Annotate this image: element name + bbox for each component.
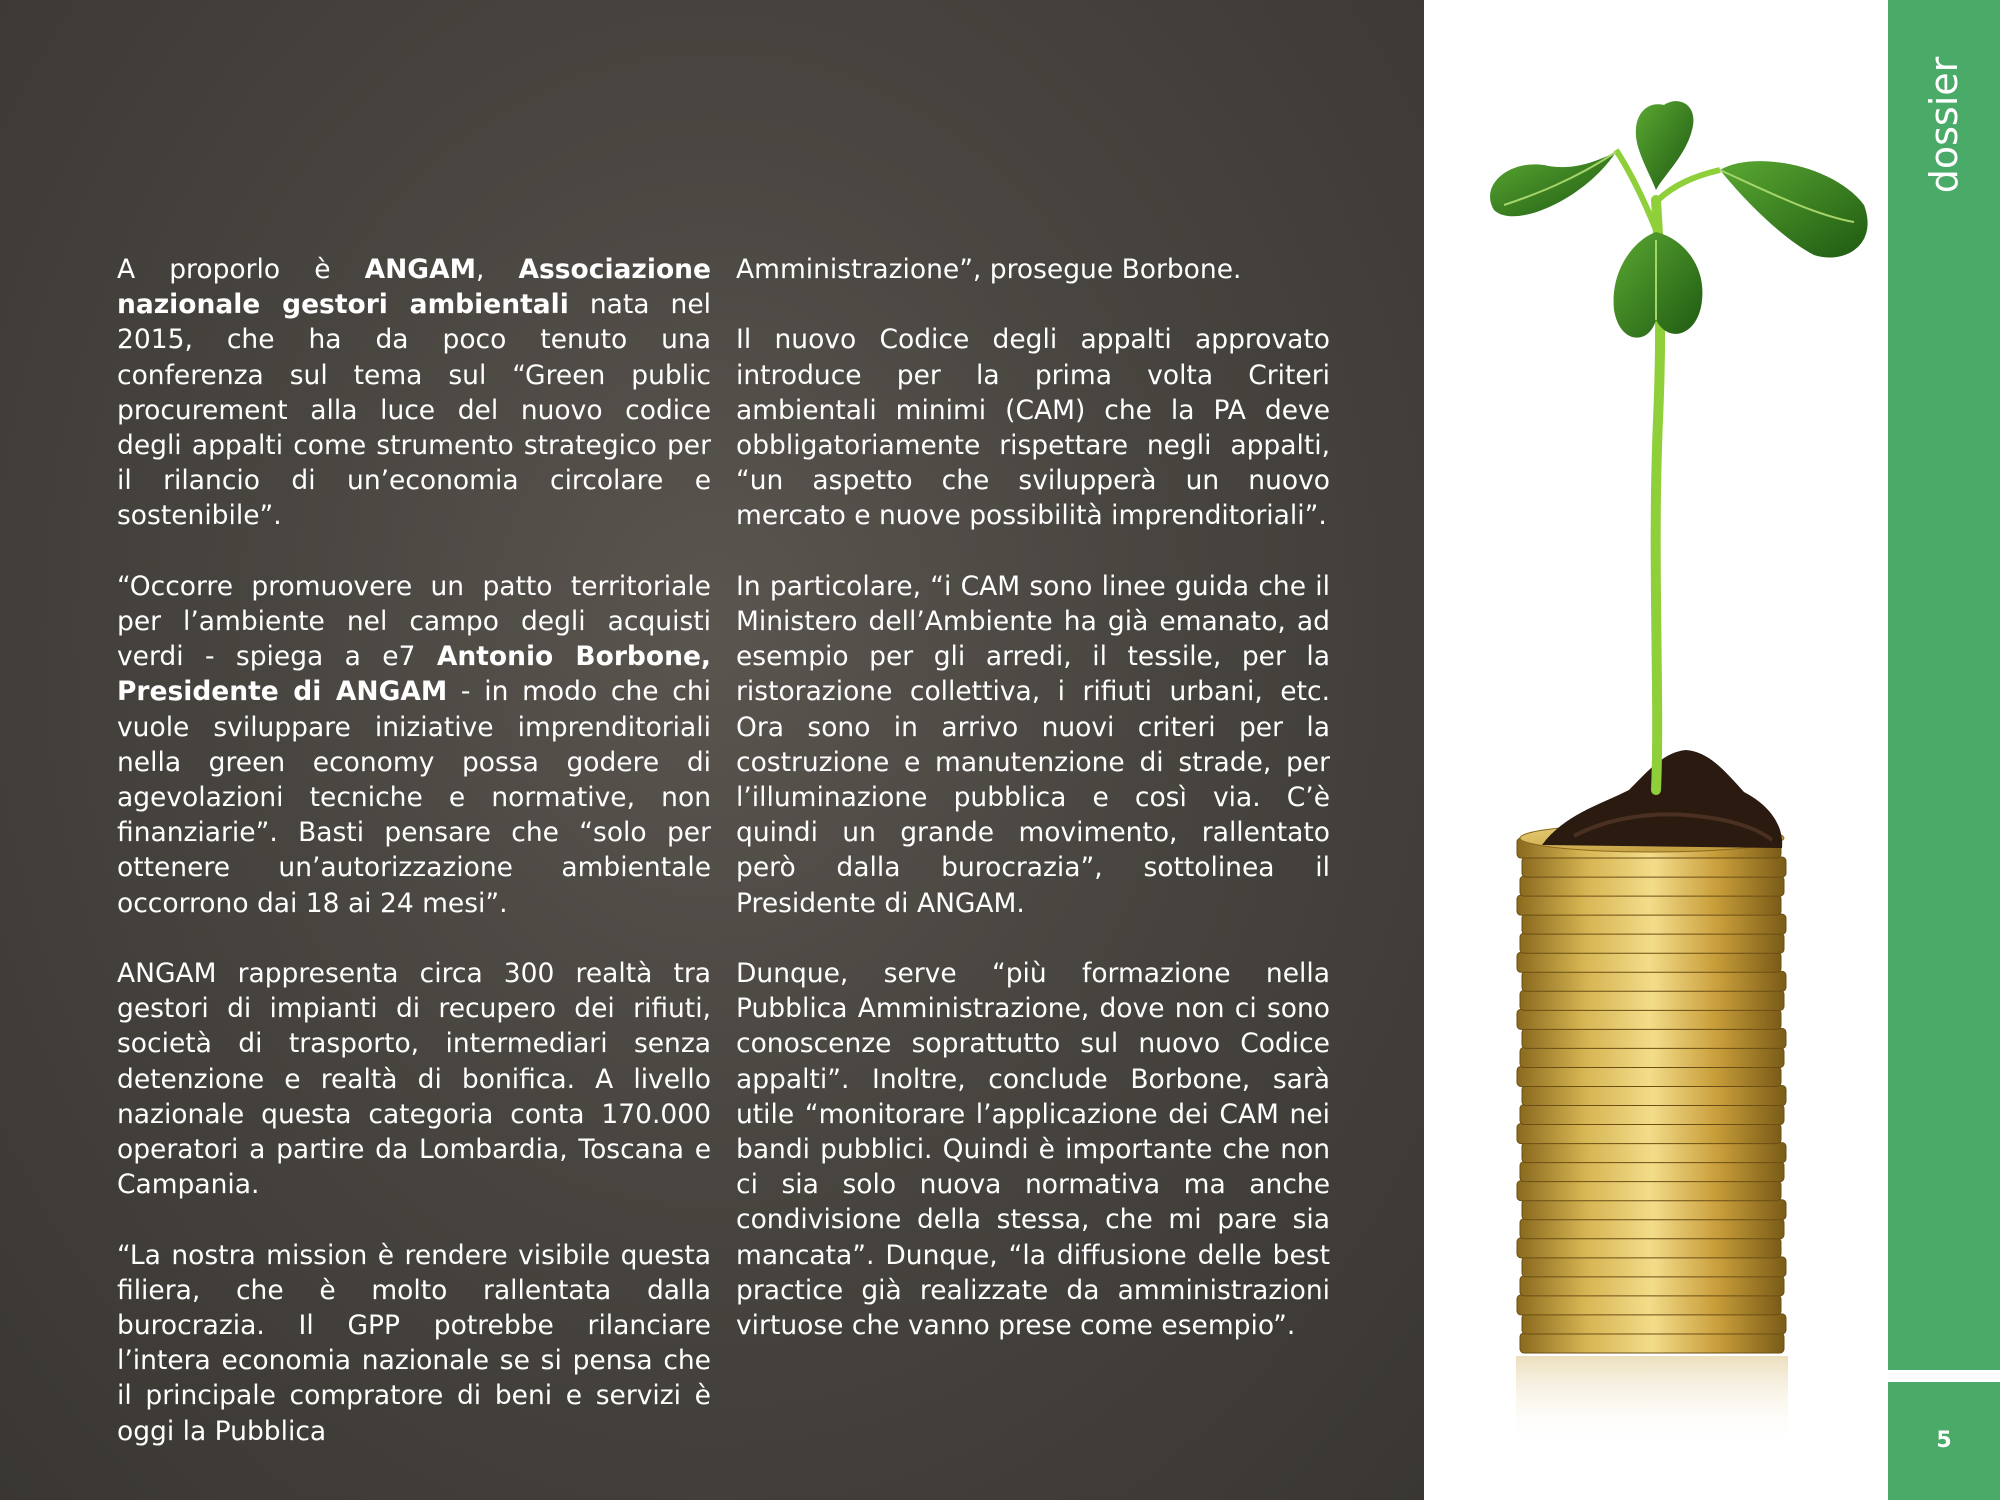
coin-stack [1517, 824, 1786, 1353]
coin [1522, 1314, 1786, 1334]
coin [1520, 876, 1784, 896]
paragraph: Il nuovo Codice degli appalti approvato introduce per la prima volta Criteri ambientali minimi (CAM) che la PA deve obbligatoriamente rispettare negli appalti, “un aspetto che svilupperà un nuovo mercato e nuove possibilità imprenditoriali”. [736, 324, 1330, 532]
text-span: , [475, 254, 519, 285]
coin [1520, 1047, 1784, 1067]
paragraph [117, 569, 711, 921]
photo-seedling-on-coins [1424, 0, 1888, 1500]
seedling-branch [1658, 170, 1720, 200]
paragraph: Dunque, serve “più formazione nella Pubblica Amministrazione, dove non ci sono conoscenze soprattutto sul nuovo Codice appalti”. Inoltre, conclude Borbone, sarà utile “monitorare l’applicazione dei CAM nei bandi pubblici. Quindi è importante che non ci sia solo nuova normativa ma anche condivisione della stessa, che mi pare sia mancata”. Dunque, “la diffusione delle best practice già realizzate da amministrazioni virtuose che vanno prese come esempio”. [736, 958, 1330, 1342]
section-label [1922, 55, 1966, 195]
bold-text: Antonio Borbone, Presidente di ANGAM [117, 641, 711, 708]
coin [1522, 971, 1786, 991]
coin [1520, 1333, 1784, 1353]
coin [1517, 952, 1781, 972]
article-column-left [117, 252, 711, 1484]
article-column-right [736, 252, 1330, 1378]
coin [1522, 1200, 1786, 1220]
text-span: “Occorre promuovere un patto territoriale per l’ambiente nel campo degli acquisti verdi - spiega a e7 [117, 570, 711, 673]
section-tab [1888, 0, 2000, 1370]
leaf-right [1720, 161, 1868, 257]
text-span: nata nel 2015, che ha da poco tenuto una conferenza sul tema sul “Green public procurement alla luce del nuovo codice degli appalti come strumento strategico per il rilancio di un’economia circolare e sostenibile”. [117, 289, 711, 532]
seedling-coins-illustration [1424, 0, 1888, 1500]
coin [1522, 1085, 1786, 1105]
coin [1522, 914, 1786, 934]
text-span: A proporlo è [117, 254, 365, 285]
text-span: - in modo che chi vuole sviluppare iniziative imprenditoriali nella green economy possa godere di agevolazioni tecniche e normative, non finanziarie”. Basti pensare che “solo per ottenere un’autorizzazione ambientale occorrono dai 18 ai 24 mesi”. [117, 676, 712, 919]
leaf-left [1490, 152, 1616, 216]
paragraph: “La nostra mission è rendere visibile questa filiera, che è molto rallentata dalla burocrazia. Il GPP potrebbe rilanciare l’intera economia nazionale se si pensa che il principale compratore di beni e servizi è oggi la Pubblica [117, 1239, 711, 1447]
coin [1517, 1238, 1781, 1258]
coin [1517, 1009, 1781, 1029]
coin [1522, 1028, 1786, 1048]
coin [1520, 990, 1784, 1010]
coin [1520, 1162, 1784, 1182]
coin [1517, 1295, 1781, 1315]
coin [1522, 857, 1786, 877]
coin-reflection [1516, 1356, 1788, 1446]
bold-text: ANGAM [364, 254, 476, 285]
leaf-center [1614, 232, 1703, 338]
leaf-top [1636, 101, 1694, 190]
paragraph: Amministrazione”, prosegue Borbone. [736, 254, 1242, 285]
section-label-text: dossier [1922, 56, 1966, 194]
coin [1520, 933, 1784, 953]
paragraph: In particolare, “i CAM sono linee guida che il Ministero dell’Ambiente ha già emanato, ad esempio per gli arredi, il tessile, per la ristorazione collettiva, i rifiuti urbani, etc. Ora sono in arrivo nuovi criteri per la costruzione e manutenzione di strade, per l’illuminazione pubblica e così via. C’è quindi un grande movimento, rallentato però dalla burocrazia”, sottolinea il Presidente di ANGAM. [736, 570, 1330, 919]
coin [1517, 895, 1781, 915]
coin [1520, 1219, 1784, 1239]
coin [1517, 1124, 1781, 1144]
paragraph: ANGAM rappresenta circa 300 realtà tra gestori di impianti di recupero dei rifiuti, società di trasporto, intermediari senza detenzione e realtà di bonifica. A livello nazionale questa categoria conta 170.000 operatori a partire da Lombardia, Toscana e Campania. [117, 958, 711, 1201]
coin [1517, 1066, 1781, 1086]
paragraph [117, 252, 711, 534]
coin [1520, 1276, 1784, 1296]
coin [1520, 1105, 1784, 1125]
coin [1517, 1181, 1781, 1201]
coin [1522, 1143, 1786, 1163]
bold-text: Associazione nazionale gestori ambientali [117, 254, 711, 321]
coin [1522, 1257, 1786, 1277]
page-number: 5 [1936, 1428, 1952, 1453]
